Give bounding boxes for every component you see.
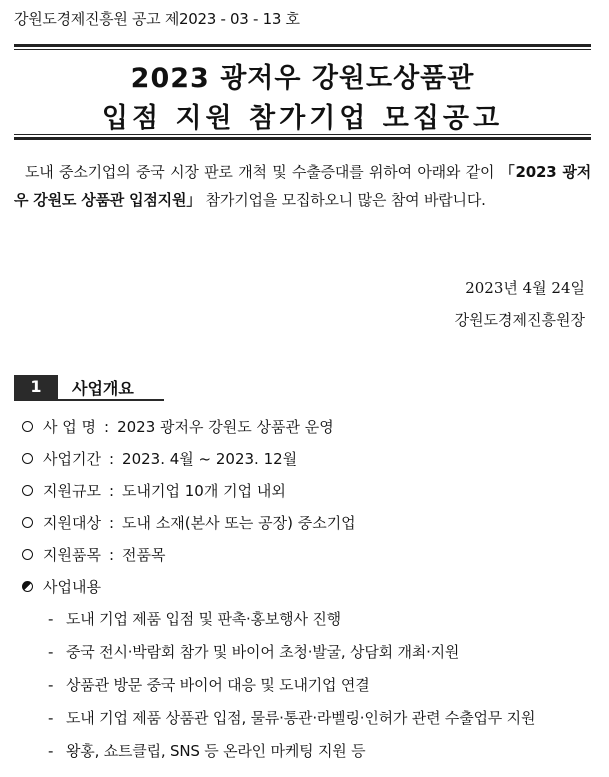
colon-separator: : <box>108 546 115 564</box>
sub-item-text: 도내 기업 제품 상품관 입점, 물류·통관·라벨링·인허가 관련 수출업무 지원 <box>66 709 536 727</box>
title-top-rule <box>14 44 591 47</box>
list-item <box>22 571 356 603</box>
item-value: 도내기업 10개 기업 내외 <box>122 482 286 500</box>
list-item <box>22 507 356 539</box>
title-bottom-rule-thin <box>14 134 591 135</box>
title-bottom-rule <box>14 137 591 140</box>
overview-list <box>22 411 356 603</box>
sub-list-item <box>48 702 535 735</box>
section-number: 1 <box>14 375 58 399</box>
dash-bullet: - <box>48 610 54 628</box>
list-item <box>22 411 356 443</box>
dash-bullet: - <box>48 742 54 760</box>
sub-list-item <box>48 603 535 636</box>
section-underline <box>14 399 164 401</box>
business-content-list <box>48 603 535 768</box>
sub-item-text: 도내 기업 제품 입점 및 판촉·홍보행사 진행 <box>66 610 341 628</box>
intro-text-before: 도내 중소기업의 중국 시장 판로 개척 및 수출증대를 위하여 아래와 같이 <box>24 163 500 181</box>
intro-highlight: 「2023 광저우 강원도 상품관 입점지원」 <box>14 163 591 209</box>
sub-item-text: 상품관 방문 중국 바이어 대응 및 도내기업 연결 <box>66 676 370 694</box>
document-title-line1: 2023 광저우 강원도상품관 <box>130 63 475 94</box>
colon-separator: : <box>108 450 115 468</box>
sub-item-text: 왕홍, 쇼트클립, SNS 등 온라인 마케팅 지원 등 <box>66 742 366 760</box>
dash-bullet: - <box>48 709 54 727</box>
item-value: 2023. 4월 ~ 2023. 12월 <box>122 450 298 468</box>
item-label: 지원규모 <box>43 482 101 500</box>
list-item <box>22 443 356 475</box>
section-header <box>14 375 164 401</box>
item-label: 지원대상 <box>43 514 101 532</box>
item-label: 사 업 명 <box>43 418 97 436</box>
circle-bullet-icon <box>22 549 33 560</box>
notice-date: 2023년 4월 24일 <box>465 279 585 297</box>
list-item <box>22 539 356 571</box>
item-value: 전품목 <box>122 546 166 564</box>
sub-item-text: 중국 전시·박람회 참가 및 바이어 초청·발굴, 상담회 개최·지원 <box>66 643 460 661</box>
circle-bullet-icon <box>22 421 33 432</box>
sub-list-item <box>48 669 535 702</box>
sub-list-item <box>48 636 535 669</box>
colon-separator: : <box>108 514 115 532</box>
colon-separator: : <box>104 418 110 436</box>
circle-bullet-icon <box>22 453 33 464</box>
dash-bullet: - <box>48 643 54 661</box>
item-label: 지원품목 <box>43 546 101 564</box>
item-label: 사업기간 <box>43 450 101 468</box>
circle-bullet-icon <box>22 485 33 496</box>
document-title-line2: 입점 지원 참가기업 모집공고 <box>101 103 504 134</box>
list-item <box>22 475 356 507</box>
issuing-organization: 강원도경제진흥원장 <box>454 311 585 329</box>
sub-list-item <box>48 735 535 768</box>
intro-text-after: 참가기업을 모집하오니 많은 참여 바랍니다. <box>201 191 486 209</box>
section-title: 사업개요 <box>72 379 134 398</box>
circle-bullet-icon <box>22 517 33 528</box>
intro-paragraph <box>14 158 591 214</box>
item-value: 도내 소재(본사 또는 공장) 중소기업 <box>122 514 356 532</box>
notice-number: 강원도경제진흥원 공고 제2023 - 03 - 13 호 <box>14 10 300 28</box>
dash-bullet: - <box>48 676 54 694</box>
item-label: 사업내용 <box>43 578 101 596</box>
half-filled-circle-bullet-icon <box>22 581 33 592</box>
title-top-rule-thin <box>14 49 591 50</box>
item-value: 2023 광저우 강원도 상품관 운영 <box>117 418 334 436</box>
colon-separator: : <box>108 482 115 500</box>
